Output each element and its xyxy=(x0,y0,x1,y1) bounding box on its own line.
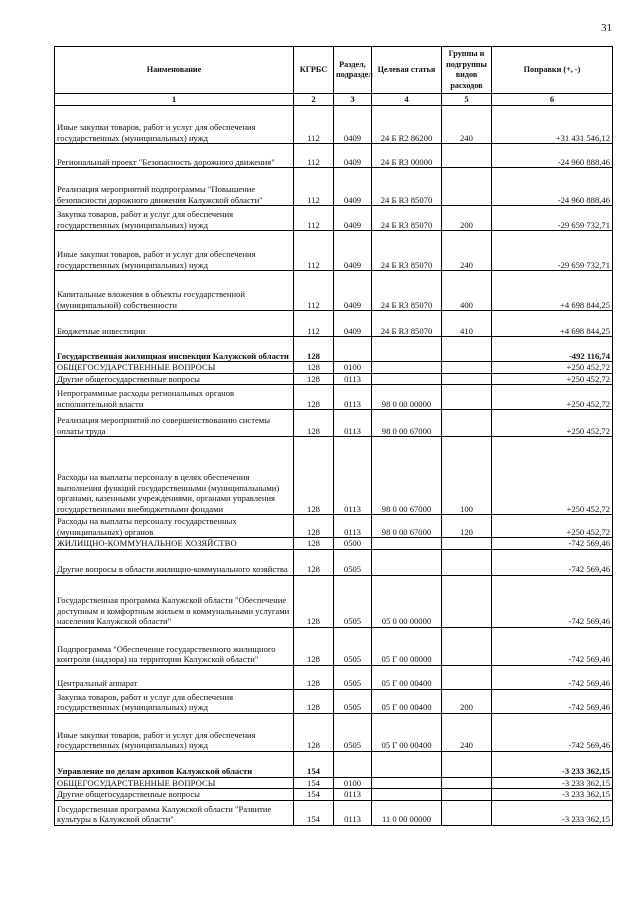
row-group xyxy=(442,777,492,789)
column-number: 3 xyxy=(334,94,372,106)
row-section: 0113 xyxy=(334,410,372,437)
header-article: Целевая статья xyxy=(372,47,442,94)
row-name: Реализация мероприятий подпрограммы "Повышение безопасности дорожного движения Калужской области" xyxy=(55,168,294,206)
row-code: 154 xyxy=(294,777,334,789)
table-row xyxy=(55,437,613,515)
row-amount: +250 452,72 xyxy=(492,515,613,538)
row-article: 24 Б R3 85070 xyxy=(372,231,442,271)
row-name: ЖИЛИЩНО-КОММУНАЛЬНОЕ ХОЗЯЙСТВО xyxy=(55,538,294,550)
table-row xyxy=(55,751,613,777)
header-amount: Поправки (+, -) xyxy=(492,47,613,94)
row-code: 112 xyxy=(294,311,334,337)
row-amount: +4 698 844,25 xyxy=(492,311,613,337)
row-article xyxy=(372,751,442,777)
row-code: 154 xyxy=(294,751,334,777)
row-group xyxy=(442,410,492,437)
row-name: Иные закупки товаров, работ и услуг для обеспечения государственных (муниципальных) нужд xyxy=(55,106,294,144)
column-number: 4 xyxy=(372,94,442,106)
row-amount: +250 452,72 xyxy=(492,373,613,385)
row-code: 154 xyxy=(294,789,334,801)
table-row xyxy=(55,538,613,550)
row-article: 05 Г 00 00400 xyxy=(372,665,442,689)
row-section: 0113 xyxy=(334,800,372,825)
header-section: Раздел, подраздел xyxy=(334,47,372,94)
row-amount: -24 960 888,46 xyxy=(492,144,613,168)
row-group xyxy=(442,362,492,374)
column-number: 5 xyxy=(442,94,492,106)
row-amount: +250 452,72 xyxy=(492,385,613,410)
row-code: 154 xyxy=(294,800,334,825)
table-row xyxy=(55,515,613,538)
row-name: Центральный аппарат xyxy=(55,665,294,689)
row-amount: -742 569,46 xyxy=(492,575,613,627)
row-code: 128 xyxy=(294,362,334,374)
row-article: 11 0 00 00000 xyxy=(372,800,442,825)
table-row xyxy=(55,789,613,801)
row-article: 98 0 00 67000 xyxy=(372,410,442,437)
row-name: Государственная программа Калужской области "Обеспечение доступным и комфортным жильем и коммунальными услугами населения Калужской области" xyxy=(55,575,294,627)
row-article xyxy=(372,362,442,374)
row-group xyxy=(442,549,492,575)
row-name: Реализация мероприятий по совершенствованию системы оплаты труда xyxy=(55,410,294,437)
row-article: 05 Г 00 00400 xyxy=(372,689,442,713)
row-code: 128 xyxy=(294,627,334,665)
row-amount: +250 452,72 xyxy=(492,410,613,437)
row-section: 0113 xyxy=(334,515,372,538)
table-row xyxy=(55,106,613,144)
row-section xyxy=(334,337,372,362)
header-group: Группы и подгруппы видов расходов xyxy=(442,47,492,94)
row-article xyxy=(372,538,442,550)
row-name: Расходы на выплаты персоналу государственных (муниципальных) органов xyxy=(55,515,294,538)
row-article: 24 Б R3 85070 xyxy=(372,206,442,231)
table-row xyxy=(55,549,613,575)
table-row xyxy=(55,206,613,231)
row-code: 128 xyxy=(294,665,334,689)
row-code: 112 xyxy=(294,206,334,231)
row-section: 0100 xyxy=(334,777,372,789)
row-section: 0505 xyxy=(334,549,372,575)
row-amount: -742 569,46 xyxy=(492,713,613,751)
row-group xyxy=(442,538,492,550)
row-name: Закупка товаров, работ и услуг для обеспечения государственных (муниципальных) нужд xyxy=(55,689,294,713)
table-row xyxy=(55,665,613,689)
table-row xyxy=(55,231,613,271)
row-amount: -29 659 732,71 xyxy=(492,206,613,231)
table-row xyxy=(55,410,613,437)
row-section: 0500 xyxy=(334,538,372,550)
row-section: 0113 xyxy=(334,437,372,515)
row-name: Непрограммные расходы региональных органов исполнительной власти xyxy=(55,385,294,410)
row-code: 128 xyxy=(294,337,334,362)
table-row xyxy=(55,575,613,627)
table-row xyxy=(55,362,613,374)
row-name: Подпрограмма "Обеспечение государственного жилищного контроля (надзора) на территории Калужской области" xyxy=(55,627,294,665)
row-article xyxy=(372,789,442,801)
row-name: Государственная программа Калужской области "Развитие культуры в Калужской области" xyxy=(55,800,294,825)
row-code: 128 xyxy=(294,437,334,515)
row-amount: -3 233 362,15 xyxy=(492,751,613,777)
row-name: Управление по делам архивов Калужской области xyxy=(55,751,294,777)
row-group: 410 xyxy=(442,311,492,337)
column-number-row xyxy=(55,94,613,106)
row-group: 120 xyxy=(442,515,492,538)
row-name: Бюджетные инвестиции xyxy=(55,311,294,337)
column-number: 2 xyxy=(294,94,334,106)
row-section: 0409 xyxy=(334,311,372,337)
row-amount: +4 698 844,25 xyxy=(492,271,613,311)
row-section: 0505 xyxy=(334,575,372,627)
row-article: 05 Г 00 00400 xyxy=(372,713,442,751)
row-code: 112 xyxy=(294,231,334,271)
row-article: 24 Б R3 00000 xyxy=(372,144,442,168)
row-article xyxy=(372,337,442,362)
row-group: 400 xyxy=(442,271,492,311)
row-name: Региональный проект "Безопасность дорожного движения" xyxy=(55,144,294,168)
row-code: 112 xyxy=(294,168,334,206)
row-amount: -742 569,46 xyxy=(492,665,613,689)
row-article: 05 Г 00 00000 xyxy=(372,627,442,665)
row-code: 128 xyxy=(294,689,334,713)
table-row xyxy=(55,373,613,385)
row-name: ОБЩЕГОСУДАРСТВЕННЫЕ ВОПРОСЫ xyxy=(55,362,294,374)
row-article: 98 0 00 00000 xyxy=(372,385,442,410)
row-code: 112 xyxy=(294,106,334,144)
row-code: 128 xyxy=(294,515,334,538)
page-number: 31 xyxy=(601,22,612,34)
row-amount: -29 659 732,71 xyxy=(492,231,613,271)
row-section: 0409 xyxy=(334,144,372,168)
row-name: Иные закупки товаров, работ и услуг для обеспечения государственных (муниципальных) нужд xyxy=(55,231,294,271)
table-row xyxy=(55,777,613,789)
row-name: Другие вопросы в области жилищно-коммунального хозяйства xyxy=(55,549,294,575)
budget-amendments-table xyxy=(54,46,613,826)
row-article xyxy=(372,777,442,789)
row-section: 0505 xyxy=(334,689,372,713)
column-number: 1 xyxy=(55,94,294,106)
row-name: Иные закупки товаров, работ и услуг для обеспечения государственных (муниципальных) нужд xyxy=(55,713,294,751)
row-name: Капитальные вложения в объекты государственной (муниципальной) собственности xyxy=(55,271,294,311)
column-number: 6 xyxy=(492,94,613,106)
row-amount: +31 431 546,12 xyxy=(492,106,613,144)
row-amount: -742 569,46 xyxy=(492,549,613,575)
row-section: 0409 xyxy=(334,168,372,206)
row-code: 128 xyxy=(294,385,334,410)
row-section: 0505 xyxy=(334,665,372,689)
row-name: Другие общегосударственные вопросы xyxy=(55,373,294,385)
row-group xyxy=(442,575,492,627)
header-name: Наименование xyxy=(55,47,294,94)
row-section: 0409 xyxy=(334,231,372,271)
row-amount: -3 233 362,15 xyxy=(492,777,613,789)
row-section: 0409 xyxy=(334,271,372,311)
row-article xyxy=(372,549,442,575)
row-code: 128 xyxy=(294,410,334,437)
row-code: 128 xyxy=(294,549,334,575)
row-group xyxy=(442,168,492,206)
row-amount: -24 960 888,46 xyxy=(492,168,613,206)
table-row xyxy=(55,627,613,665)
row-group xyxy=(442,373,492,385)
row-article: 98 0 00 67000 xyxy=(372,515,442,538)
row-code: 112 xyxy=(294,271,334,311)
row-group xyxy=(442,627,492,665)
row-amount: -3 233 362,15 xyxy=(492,800,613,825)
header-code: КГРБС xyxy=(294,47,334,94)
table-row xyxy=(55,144,613,168)
row-article: 24 Б R3 85070 xyxy=(372,311,442,337)
row-code: 128 xyxy=(294,575,334,627)
row-amount: -742 569,46 xyxy=(492,538,613,550)
table-row xyxy=(55,311,613,337)
row-code: 112 xyxy=(294,144,334,168)
row-section: 0505 xyxy=(334,713,372,751)
row-article: 24 Б R3 85070 xyxy=(372,271,442,311)
table-row xyxy=(55,800,613,825)
row-group xyxy=(442,800,492,825)
table-row xyxy=(55,385,613,410)
row-section: 0409 xyxy=(334,206,372,231)
row-amount: -492 116,74 xyxy=(492,337,613,362)
row-section: 0409 xyxy=(334,106,372,144)
row-article: 24 Б R2 86200 xyxy=(372,106,442,144)
table-row xyxy=(55,337,613,362)
row-name: Другие общегосударственные вопросы xyxy=(55,789,294,801)
row-group xyxy=(442,751,492,777)
row-article: 05 0 00 00000 xyxy=(372,575,442,627)
row-section: 0100 xyxy=(334,362,372,374)
row-section: 0113 xyxy=(334,789,372,801)
row-group: 100 xyxy=(442,437,492,515)
row-article: 24 Б R3 85070 xyxy=(372,168,442,206)
row-group: 240 xyxy=(442,106,492,144)
row-name: Закупка товаров, работ и услуг для обеспечения государственных (муниципальных) нужд xyxy=(55,206,294,231)
row-group xyxy=(442,385,492,410)
row-group xyxy=(442,665,492,689)
row-group xyxy=(442,144,492,168)
row-group: 240 xyxy=(442,713,492,751)
row-amount: -3 233 362,15 xyxy=(492,789,613,801)
table-row xyxy=(55,168,613,206)
header-row xyxy=(55,47,613,94)
row-group: 240 xyxy=(442,231,492,271)
row-group: 200 xyxy=(442,689,492,713)
table-row xyxy=(55,271,613,311)
table-row xyxy=(55,689,613,713)
row-code: 128 xyxy=(294,373,334,385)
row-article xyxy=(372,373,442,385)
row-amount: -742 569,46 xyxy=(492,689,613,713)
row-article: 98 0 00 67000 xyxy=(372,437,442,515)
row-section: 0113 xyxy=(334,373,372,385)
table-row xyxy=(55,713,613,751)
row-amount: +250 452,72 xyxy=(492,362,613,374)
row-section: 0505 xyxy=(334,627,372,665)
row-amount: +250 452,72 xyxy=(492,437,613,515)
row-code: 128 xyxy=(294,713,334,751)
row-group xyxy=(442,337,492,362)
row-section xyxy=(334,751,372,777)
row-group xyxy=(442,789,492,801)
row-code: 128 xyxy=(294,538,334,550)
row-amount: -742 569,46 xyxy=(492,627,613,665)
row-name: Государственная жилищная инспекция Калужской области xyxy=(55,337,294,362)
row-name: Расходы на выплаты персоналу в целях обеспечения выполнения функций государственными (муниципальными) органами, казенными учреждениями, органами управления государственными внебюджетными фондами xyxy=(55,437,294,515)
row-section: 0113 xyxy=(334,385,372,410)
row-name: ОБЩЕГОСУДАРСТВЕННЫЕ ВОПРОСЫ xyxy=(55,777,294,789)
row-group: 200 xyxy=(442,206,492,231)
